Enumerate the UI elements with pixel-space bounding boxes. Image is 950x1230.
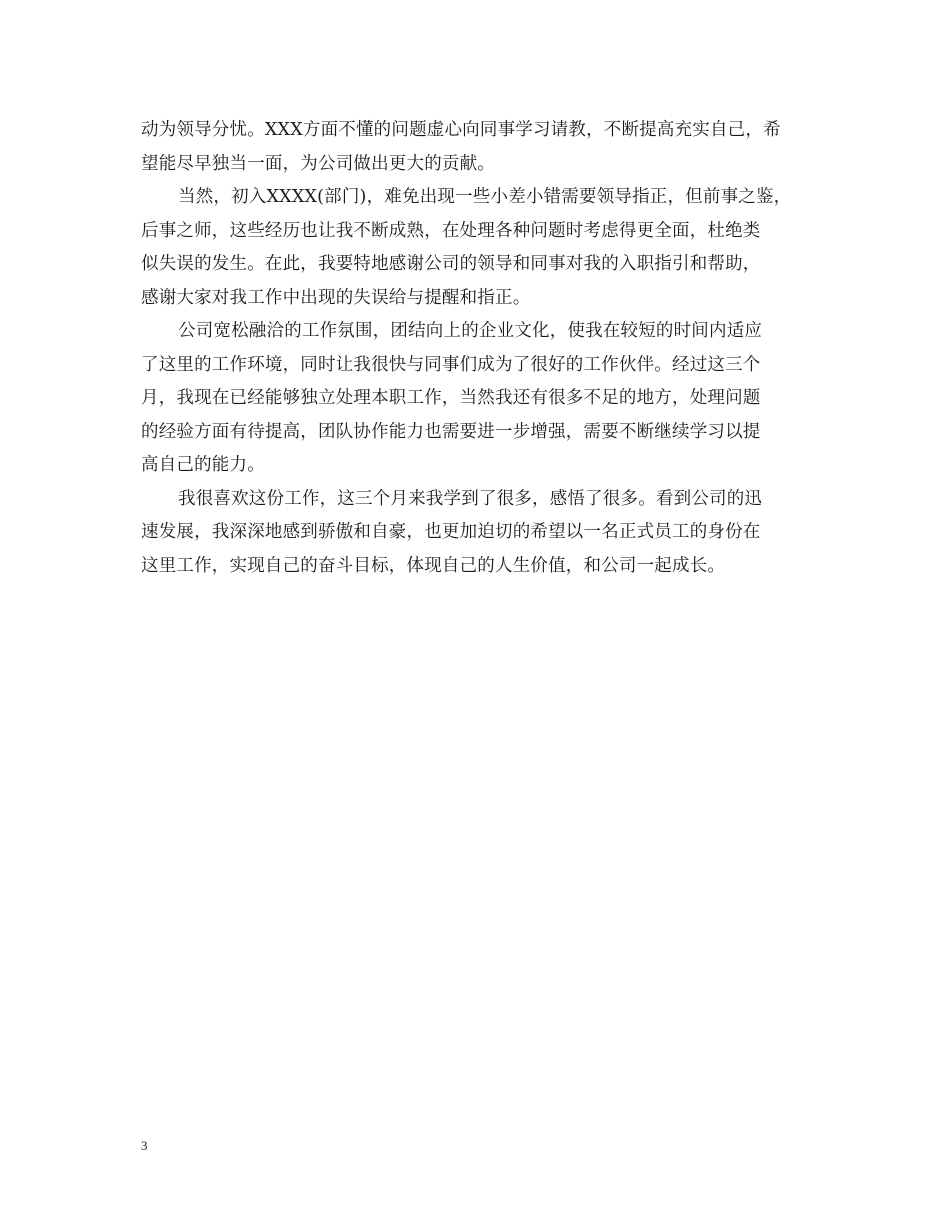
paragraph-2-line-1: 当然，初入XXXX(部门)，难免出现一些小差小错需要领导指正，但前事之鉴， — [178, 187, 792, 207]
paragraph-2-line-2: 后事之师，这些经历也让我不断成熟，在处理各种问题时考虑得更全面，杜绝类 — [141, 220, 761, 241]
page-number: 3 — [141, 1138, 148, 1153]
paragraph-3-line-3: 月，我现在已经能够独立处理本职工作，当然我还有很多不足的地方，处理问题 — [141, 388, 761, 408]
paragraph-4-line-2: 速发展，我深深地感到骄傲和自豪，也更加迫切的希望以一名正式员工的身份在 — [141, 522, 761, 542]
paragraph-3-line-4: 的经验方面有待提高，团队协作能力也需要进一步增强，需要不断继续学习以提 — [141, 421, 761, 442]
paragraph-3-line-5: 高自己的能力。 — [141, 455, 265, 475]
paragraph-1-line-1: 动为领导分忧。XXX方面不懂的问题虚心向同事学习请教，不断提高充实自己，希 — [141, 120, 781, 140]
paragraph-3-line-1: 公司宽松融洽的工作氛围，团结向上的企业文化，使我在较短的时间内适应 — [178, 321, 763, 341]
paragraph-2-line-3: 似失误的发生。在此，我要特地感谢公司的领导和同事对我的入职指引和帮助， — [141, 254, 761, 274]
paragraph-4-line-3: 这里工作，实现自己的奋斗目标，体现自己的人生价值，和公司一起成长。 — [141, 555, 726, 576]
paragraph-1-line-2: 望能尽早独当一面，为公司做出更大的贡献。 — [141, 153, 495, 174]
body-text — [141, 114, 813, 583]
paragraph-4-line-1: 我很喜欢这份工作，这三个月来我学到了很多，感悟了很多。看到公司的迅 — [178, 488, 763, 509]
paragraph-2-line-4: 感谢大家对我工作中出现的失误给与提醒和指正。 — [141, 287, 531, 308]
paragraph-3-line-2: 了这里的工作环境，同时让我很快与同事们成为了很好的工作伙伴。经过这三个 — [141, 354, 761, 375]
